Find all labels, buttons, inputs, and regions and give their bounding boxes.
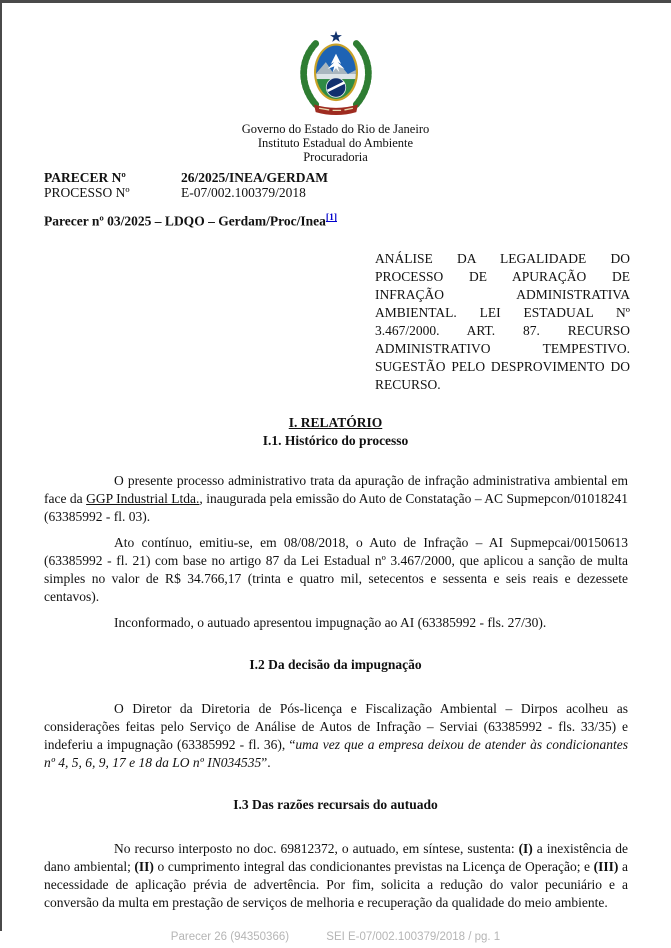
parecer-reference-line	[44, 213, 671, 230]
paragraph-text: o cumprimento integral das condicionantes previstas na Licença de Operação; e	[153, 858, 594, 874]
decision-quote: uma vez que a empresa deixou de atender às condicionantes nº 4, 5, 6, 9, 17 e 18 da LO nº IN034535	[44, 736, 629, 770]
page-edge-left	[0, 0, 2, 931]
footer-document-ref: Parecer 26 (94350366)	[170, 931, 290, 943]
parecer-number-label: PARECER Nº	[44, 170, 126, 185]
paragraph-text: O Diretor da Diretoria de Pós-licença e Fiscalização Ambiental – Dirpos acolheu as considerações feitas pelo Serviço de Análise de Autos de Infração – Serviai (63385992 - fls. 33/35) e indeferiu a impugnação (63385992 - fl. 36), “	[44, 700, 628, 752]
section-1-3-title: I.3 Das razões recursais do autuado	[233, 796, 438, 812]
org-line-department: Procuradoria	[303, 150, 368, 164]
paragraph-historico-3: Inconformado, o autuado apresentou impugnação ao AI (63385992 - fls. 27/30).	[114, 614, 547, 630]
page-edge-top	[0, 0, 671, 3]
paragraph-text: O presente processo administrativo trata da apuração de infração administrativa ambiental em face da	[44, 472, 628, 506]
item-marker-3: (III)	[593, 858, 619, 874]
paragraph-razoes-recursais	[44, 840, 628, 912]
item-marker-1: (I)	[518, 840, 533, 856]
footer-sei-ref: SEI E-07/002.100379/2018 / pg. 1	[326, 931, 501, 943]
paragraph-decisao-impugnacao	[44, 700, 628, 772]
paragraph-historico-1	[44, 472, 628, 526]
sei-page-footer	[0, 931, 671, 943]
org-line-institute: Instituto Estadual do Ambiente	[257, 136, 414, 150]
document-header	[0, 0, 671, 164]
paragraph-text: a inexistência de dano ambiental;	[44, 840, 628, 874]
company-name: GGP Industrial Ltda.	[86, 490, 200, 506]
section-1-2-title: I.2 Da decisão da impugnação	[249, 656, 422, 672]
processo-number-value: E-07/002.100379/2018	[181, 184, 306, 200]
processo-number-label: PROCESSO Nº	[44, 184, 130, 200]
paragraph-text: ”.	[261, 754, 271, 770]
paragraph-text: , inaugurada pela emissão do Auto de Constatação – AC Supmepcon/01018241 (63385992 - fl. 03).	[44, 490, 628, 524]
footnote-1-link[interactable]: [1]	[325, 213, 337, 223]
paragraph-historico-2: Ato contínuo, emitiu-se, em 08/08/2018, o Auto de Infração – AI Supmepcai/00150613 (63385992 - fl. 21) com base no artigo 87 da Lei Estadual nº 3.467/2000, que aplicou a sanção de multa simples no valor de R$ 34.766,17 (trinta e quatro mil, setecentos e sessenta e seis reais e dezessete centavos).	[44, 534, 628, 604]
parecer-reference-text: Parecer nº 03/2025 – LDQO – Gerdam/Proc/Inea	[44, 213, 326, 229]
section-1-1-title: I.1. Histórico do processo	[262, 432, 409, 448]
org-line-government: Governo do Estado do Rio de Janeiro	[241, 122, 430, 136]
document-meta	[44, 171, 671, 200]
parecer-number-value: 26/2025/INEA/GERDAM	[181, 170, 329, 185]
item-marker-2: (II)	[134, 858, 154, 874]
section-relatorio-title: I. RELATÓRIO	[288, 414, 383, 430]
paragraph-text: No recurso interposto no doc. 69812372, o autuado, em síntese, sustenta:	[114, 840, 519, 856]
rio-de-janeiro-coat-of-arms-icon	[284, 30, 388, 118]
paragraph-text: a necessidade de aplicação prévia de advertência. Por fim, solicita a redução do valor pecuniário e a conversão da multa em prestação de serviços de melhoria e recuperação da qualidade do meio ambiente.	[44, 858, 628, 910]
ementa-summary: ANÁLISE DA LEGALIDADE DO PROCESSO DE APURAÇÃO DE INFRAÇÃO ADMINISTRATIVA AMBIENTAL. LEI ESTADUAL Nº 3.467/2000. ART. 87. RECURSO ADMINISTRATIVO TEMPESTIVO. SUGESTÃO PELO DESPROVIMENTO DO RECURSO.	[375, 250, 630, 392]
